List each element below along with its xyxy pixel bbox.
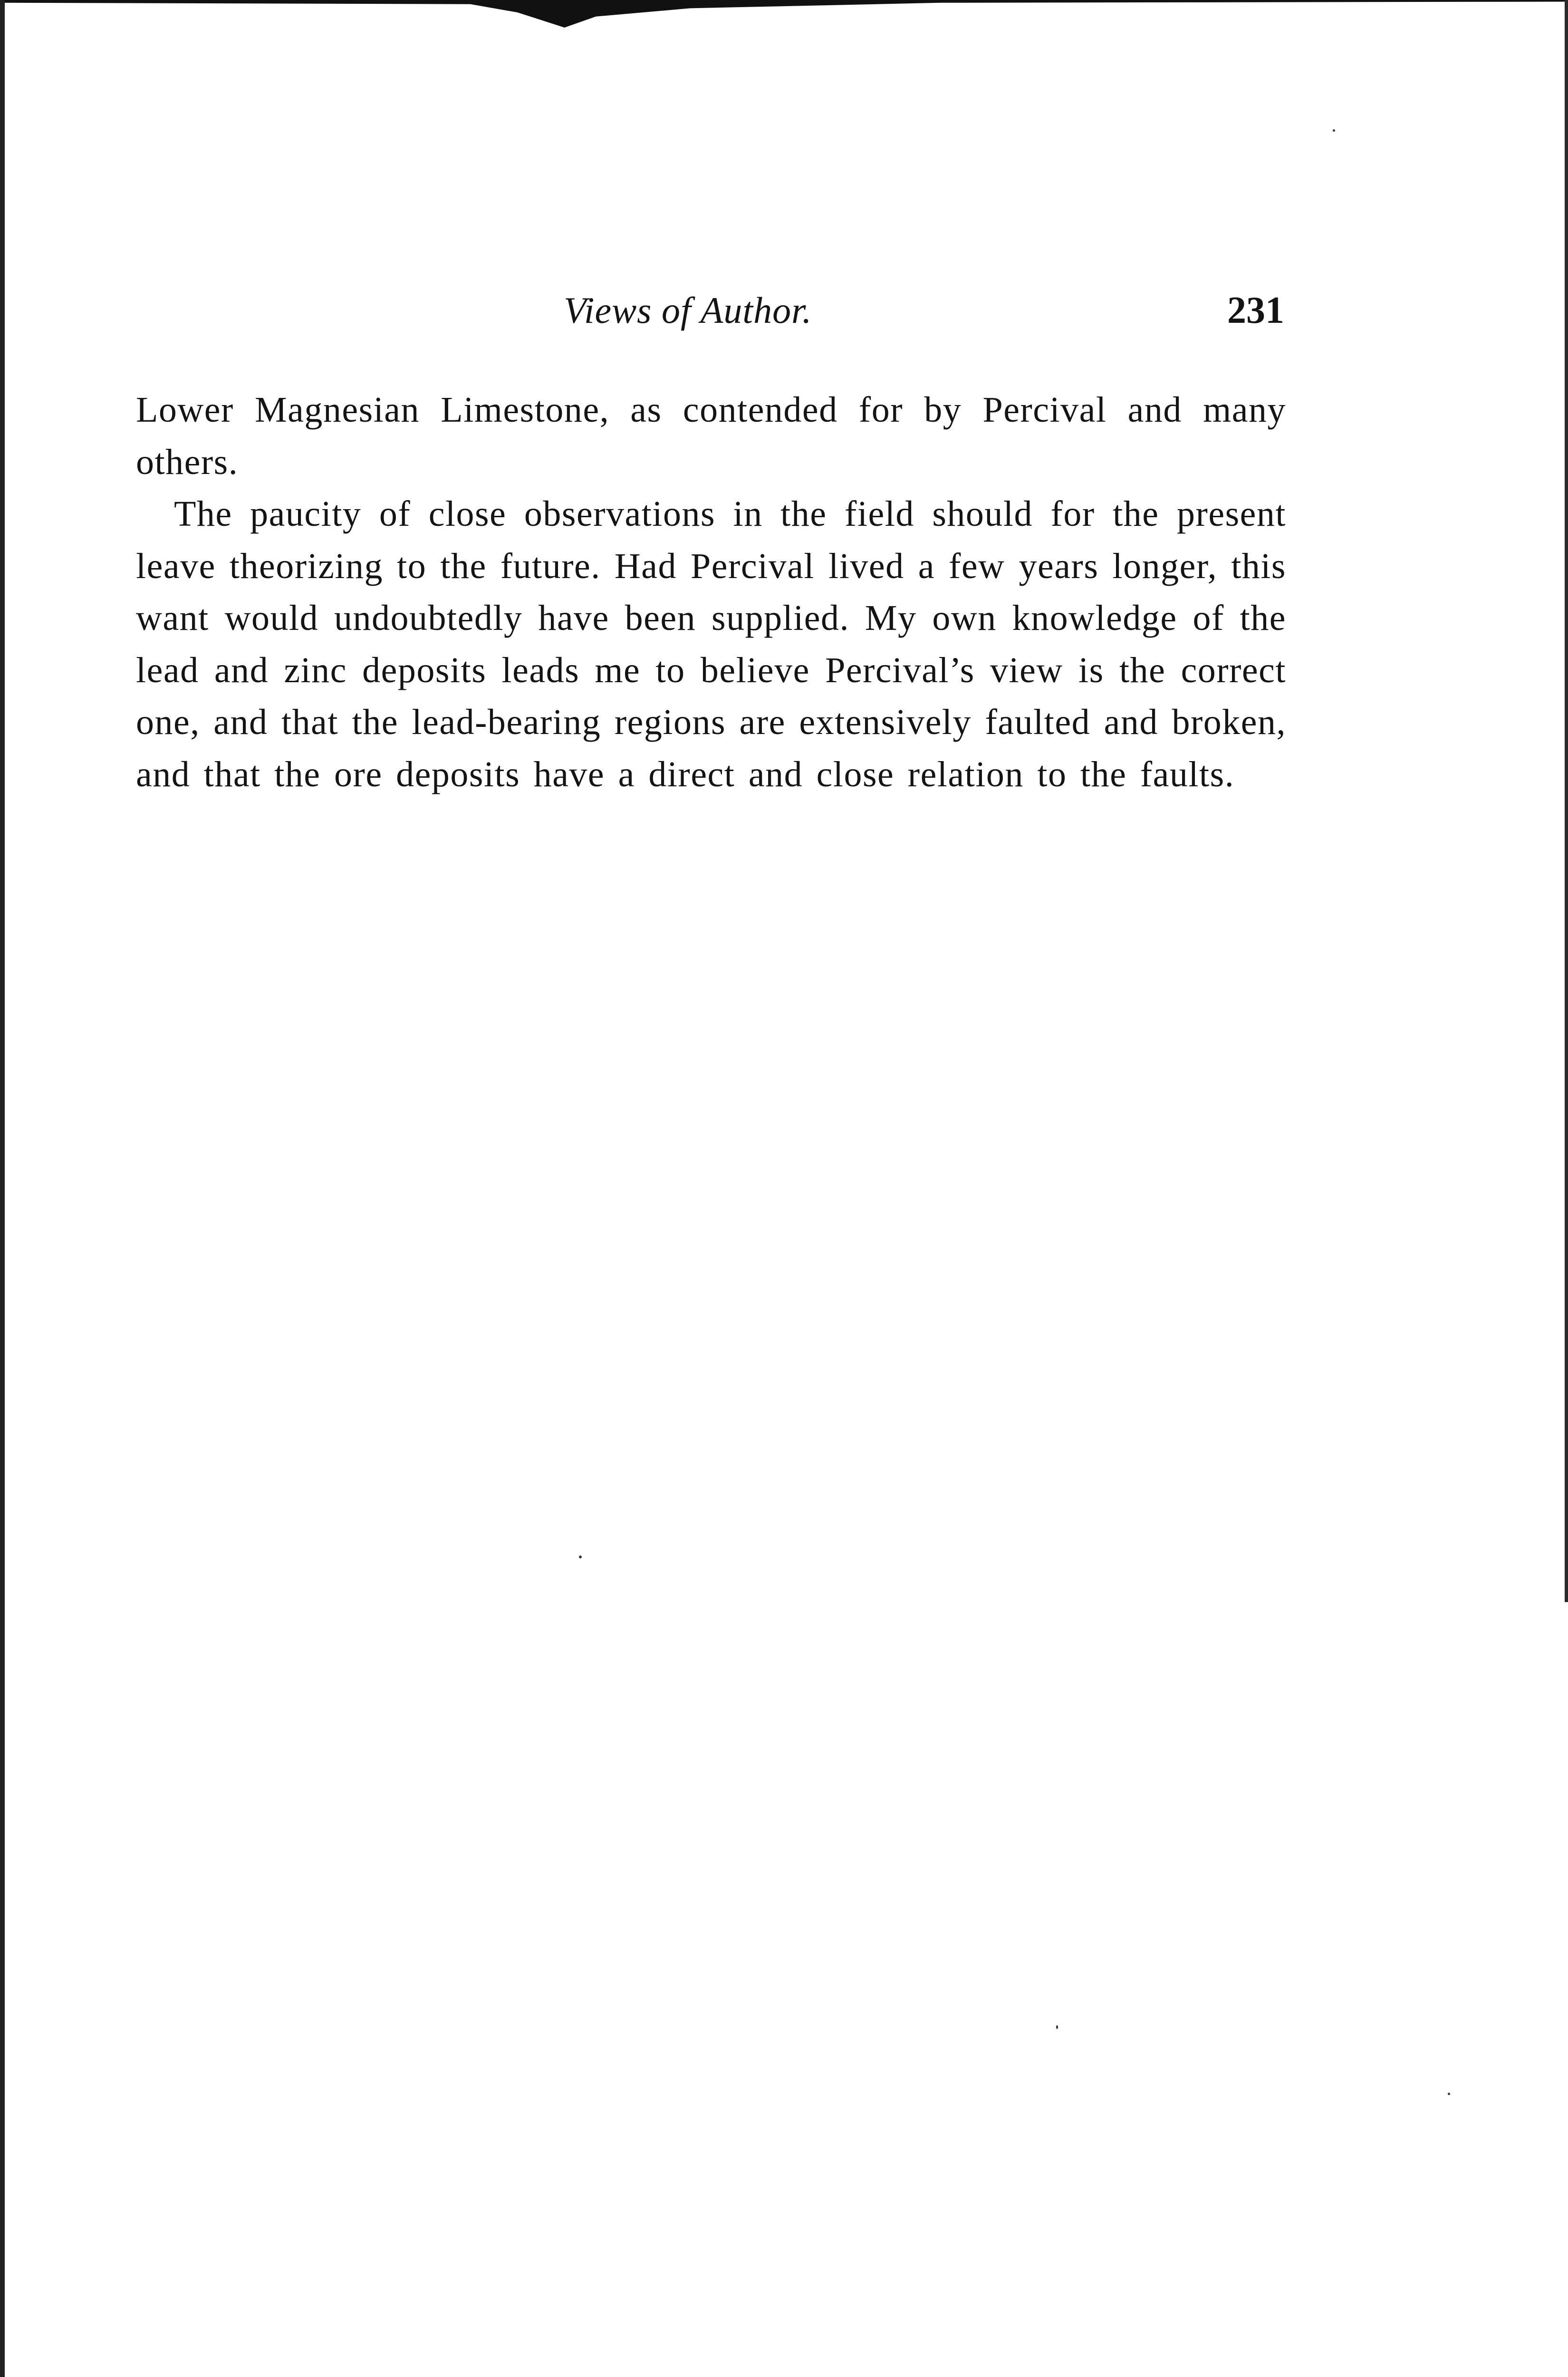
- scan-speck: [1056, 2025, 1058, 2029]
- running-head: [136, 289, 1286, 341]
- running-head-title: Views of Author.: [564, 290, 812, 331]
- scan-edge-top: [0, 0, 1568, 28]
- body-text: [136, 384, 1286, 801]
- scan-edge-right: [1565, 0, 1568, 1602]
- scan-speck: [1333, 129, 1335, 132]
- paragraph: The paucity of close observations in the field should for the present leave theorizing to the future. Had Percival lived a few years longer, this want would undoubtedly have been supplied. My own knowledge of the lead and zinc deposits leads me to believe Percival’s view is the correct one, and that the lead-bearing regions are extensively faulted and broken, and that the ore deposits have a direct and close relation to the faults.: [136, 494, 1286, 794]
- page-number: 231: [1227, 290, 1284, 331]
- paragraph-continued: Lower Magnesian Limestone, as contended for by Percival and many others.: [136, 390, 1286, 482]
- scan-speck: [579, 1556, 582, 1558]
- scan-edge-left: [0, 0, 5, 2377]
- scan-speck: [1448, 2093, 1450, 2095]
